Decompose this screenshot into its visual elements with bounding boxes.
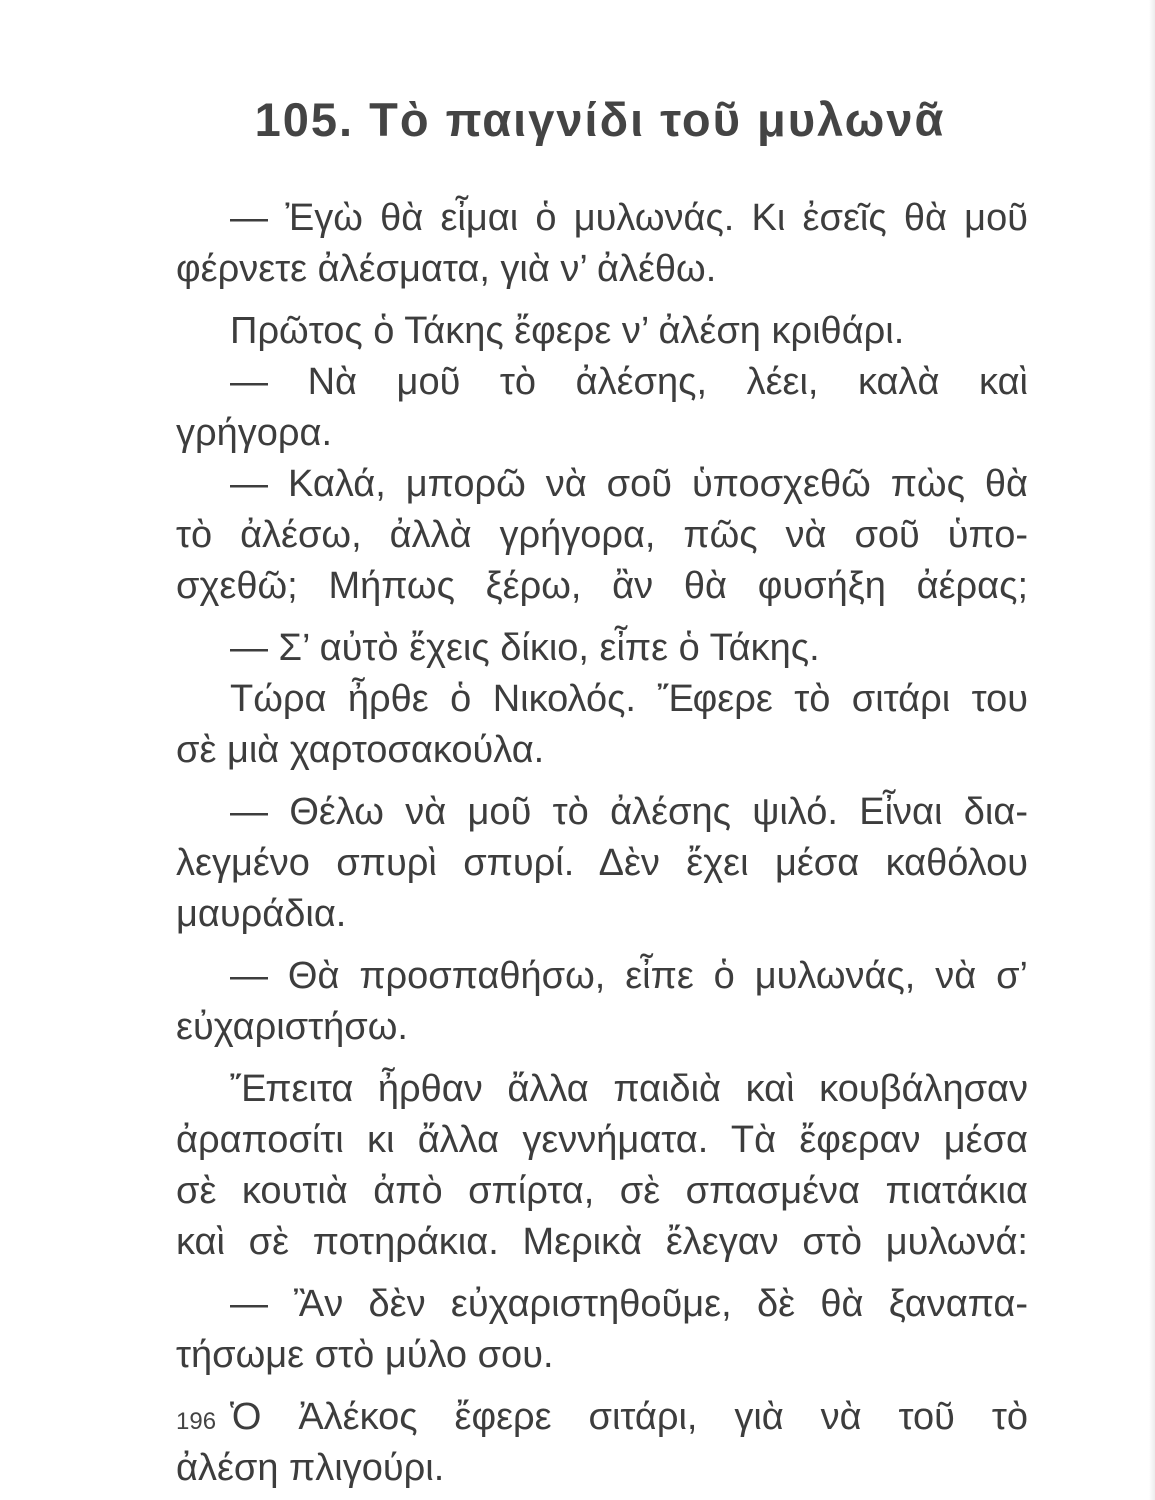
text-line: σὲ μιὰ χαρτοσακούλα. xyxy=(176,729,545,771)
text-line: — Ἐγὼ θὰ εἶμαι ὁ μυλωνάς. Κι ἐσεῖς θὰ μοῦ xyxy=(230,197,1028,239)
text-line: τήσωμε στὸ μύλο σου. xyxy=(176,1334,554,1376)
text-line: — Σ’ αὐτὸ ἔχεις δίκιο, εἶπε ὁ Τάκης. xyxy=(230,627,820,669)
text-line: ἀλέση πλιγούρι. xyxy=(176,1447,445,1489)
text-line: μαυράδια. xyxy=(176,893,347,935)
text-line: καὶ σὲ ποτηράκια. Μερικὰ ἔλεγαν στὸ μυλωνά: xyxy=(176,1221,1028,1263)
text-line: Τώρα ἦρθε ὁ Νικολός. Ἔφερε τὸ σιτάρι του xyxy=(230,678,1028,720)
text-line: γρήγορα. xyxy=(176,412,333,454)
text-line: λεγμένο σπυρὶ σπυρί. Δὲν ἔχει μέσα καθόλου xyxy=(176,842,1028,884)
chapter-body xyxy=(176,193,1028,1494)
text-line: Ἔπειτα ἦρθαν ἄλλα παιδιὰ καὶ κουβάλησαν xyxy=(230,1068,1028,1110)
text-line: Πρῶτος ὁ Τάκης ἔφερε ν’ ἀλέση κριθάρι. xyxy=(230,310,905,352)
text-line: σχεθῶ; Μήπως ξέρω, ἂν θὰ φυσήξη ἀέρας; xyxy=(176,565,1028,607)
text-line: τὸ ἀλέσω, ἀλλὰ γρήγορα, πῶς νὰ σοῦ ὑπο- xyxy=(176,514,1028,556)
text-line: ἀραποσίτι κι ἄλλα γεννήματα. Τὰ ἔφεραν μέσα xyxy=(176,1119,1028,1161)
text-line: Ὁ Ἀλέκος ἔφερε σιτάρι, γιὰ νὰ τοῦ τὸ xyxy=(230,1396,1028,1438)
text-line: — Θέλω νὰ μοῦ τὸ ἀλέσης ψιλό. Εἶναι δια- xyxy=(230,791,1028,833)
text-line: σὲ κουτιὰ ἀπὸ σπίρτα, σὲ σπασμένα πιατάκια xyxy=(176,1170,1028,1212)
text-line: εὐχαριστήσω. xyxy=(176,1006,408,1048)
text-line: φέρνετε ἀλέσματα, γιὰ ν’ ἀλέθω. xyxy=(176,248,717,290)
page-edge-shadow xyxy=(1149,0,1155,1500)
text-line: — Ἂν δὲν εὐχαριστηθοῦμε, δὲ θὰ ξαναπα- xyxy=(230,1283,1028,1325)
chapter-title: 105. Τὸ παιγνίδι τοῦ μυλωνᾶ xyxy=(254,93,946,146)
text-line: — Θὰ προσπαθήσω, εἶπε ὁ μυλωνάς, νὰ σ’ xyxy=(230,955,1028,997)
text-line: — Νὰ μοῦ τὸ ἀλέσης, λέει, καλὰ καὶ xyxy=(230,361,1028,403)
text-line: — Καλά, μπορῶ νὰ σοῦ ὑποσχεθῶ πὼς θὰ xyxy=(230,463,1028,505)
page-number: 196 xyxy=(176,1408,217,1435)
